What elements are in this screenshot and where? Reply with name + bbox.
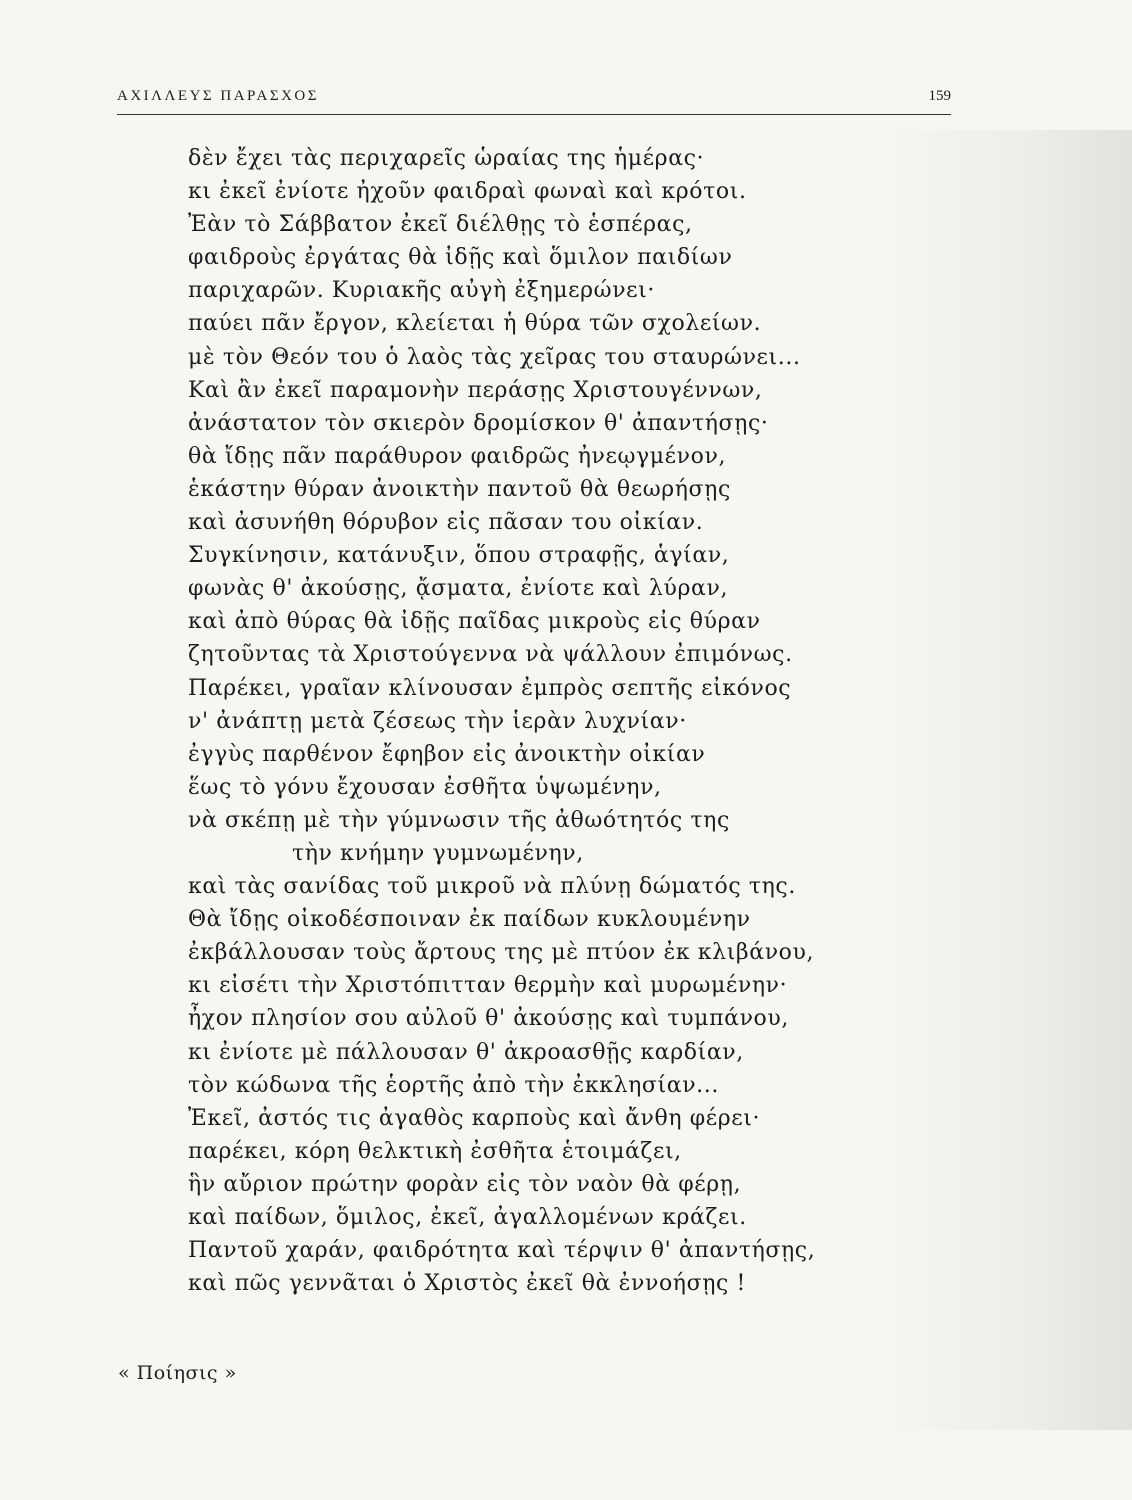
running-header xyxy=(117,86,951,115)
poem-line: Θὰ ἴδῃς οἰκοδέσποιναν ἐκ παίδων κυκλουμένην xyxy=(188,907,751,933)
poem-line: παύει πᾶν ἔργον, κλείεται ἡ θύρα τῶν σχολείων. xyxy=(188,311,762,337)
poem-line: κι ἐκεῖ ἐνίοτε ἠχοῦν φαιδραὶ φωναὶ καὶ κρότοι. xyxy=(188,179,747,205)
poem-line: ἐκβάλλουσαν τοὺς ἄρτους της μὲ πτύον ἐκ κλιβάνου, xyxy=(188,940,815,966)
poem-line: κι εἰσέτι τὴν Χριστόπιτταν θερμὴν καὶ μυρωμένην· xyxy=(188,973,788,999)
poem-line: Παρέκει, γραῖαν κλίνουσαν ἐμπρὸς σεπτῆς εἰκόνος xyxy=(188,675,792,701)
poem-line: ἦχον πλησίον σου αὐλοῦ θ' ἀκούσῃς καὶ τυμπάνου, xyxy=(188,1006,789,1032)
poem-line: καὶ ἀπὸ θύρας θὰ ἰδῇς παῖδας μικροὺς εἰς θύραν xyxy=(188,609,761,635)
poem-body xyxy=(188,142,908,1300)
poem-line: ἣν αὔριον πρώτην φορὰν εἰς τὸν ναὸν θὰ φέρῃ, xyxy=(188,1171,742,1197)
poem-line: παριχαρῶν. Κυριακῆς αὐγὴ ἐξημερώνει· xyxy=(188,278,655,304)
poem-line: φαιδροὺς ἐργάτας θὰ ἰδῇς καὶ ὅμιλον παιδίων xyxy=(188,245,733,271)
poem-line-indented: τὴν κνήμην γυμνωμένην, xyxy=(292,840,584,866)
poem-line: κι ἐνίοτε μὲ πάλλουσαν θ' ἀκροασθῇς καρδίαν, xyxy=(188,1039,744,1065)
poem-line: Ἐκεῖ, ἀστός τις ἀγαθὸς καρποὺς καὶ ἄνθη φέρει· xyxy=(188,1105,761,1131)
poem-line: ἕως τὸ γόνυ ἔχουσαν ἐσθῆτα ὑψωμένην, xyxy=(188,774,662,800)
poem-line: καὶ τὰς σανίδας τοῦ μικροῦ νὰ πλύνῃ δώματός της. xyxy=(188,874,796,900)
poem-line: ἀνάστατον τὸν σκιερὸν δρομίσκον θ' ἀπαντήσῃς· xyxy=(188,410,769,436)
poem-line: καὶ παίδων, ὅμιλος, ἐκεῖ, ἀγαλλομένων κράζει. xyxy=(188,1205,747,1230)
poem-line: ζητοῦντας τὰ Χριστούγεννα νὰ ψάλλουν ἐπιμόνως. xyxy=(188,642,793,668)
running-head-author: ΑΧΙΛΛΕΥΣ ΠΑΡΑΣΧΟΣ xyxy=(117,88,319,104)
poem-line: τὸν κώδωνα τῆς ἑορτῆς ἀπὸ τὴν ἐκκλησίαν... xyxy=(188,1072,719,1098)
poem-line: ἐγγὺς παρθένον ἔφηβον εἰς ἀνοικτὴν οἰκίαν xyxy=(188,741,706,767)
poem-line: δὲν ἔχει τὰς περιχαρεῖς ὡραίας της ἡμέρας· xyxy=(188,146,705,171)
show-through-shadow xyxy=(872,130,1132,1430)
poem-line: ἑκάστην θύραν ἀνοικτὴν παντοῦ θὰ θεωρήσῃς xyxy=(188,476,731,502)
poem-line: παρέκει, κόρη θελκτικὴ ἐσθῆτα ἑτοιμάζει, xyxy=(188,1138,682,1164)
poem-line: μὲ τὸν Θεόν του ὁ λαὸς τὰς χεῖρας του σταυρώνει... xyxy=(188,344,801,370)
source-attribution: « Ποίησις » xyxy=(118,1362,237,1384)
poem-line: ν' ἀνάπτῃ μετὰ ζέσεως τὴν ἱερὰν λυχνίαν· xyxy=(188,708,687,734)
poem-line: καὶ πῶς γεννᾶται ὁ Χριστὸς ἐκεῖ θὰ ἐννοήσῃς ! xyxy=(188,1271,746,1297)
poem-line: Παντοῦ χαράν, φαιδρότητα καὶ τέρψιν θ' ἀπαντήσῃς, xyxy=(188,1238,816,1264)
poem-line: καὶ ἀσυνήθη θόρυβον εἰς πᾶσαν του οἰκίαν. xyxy=(188,510,704,536)
poem-line: Ἐὰν τὸ Σάββατον ἐκεῖ διέλθῃς τὸ ἑσπέρας, xyxy=(188,212,693,238)
poem-line: νὰ σκέπῃ μὲ τὴν γύμνωσιν τῆς ἀθωότητός της xyxy=(188,807,730,833)
poem-line: φωνὰς θ' ἀκούσῃς, ᾄσματα, ἐνίοτε καὶ λύραν, xyxy=(188,576,729,602)
page-number: 159 xyxy=(928,88,951,104)
poem-line: θὰ ἴδῃς πᾶν παράθυρον φαιδρῶς ἠνεῳγμένον, xyxy=(188,443,727,469)
poem-line: Συγκίνησιν, κατάνυξιν, ὅπου στραφῇς, ἁγίαν, xyxy=(188,543,730,569)
poem-line: Καὶ ἂν ἐκεῖ παραμονὴν περάσῃς Χριστουγέννων, xyxy=(188,377,763,403)
